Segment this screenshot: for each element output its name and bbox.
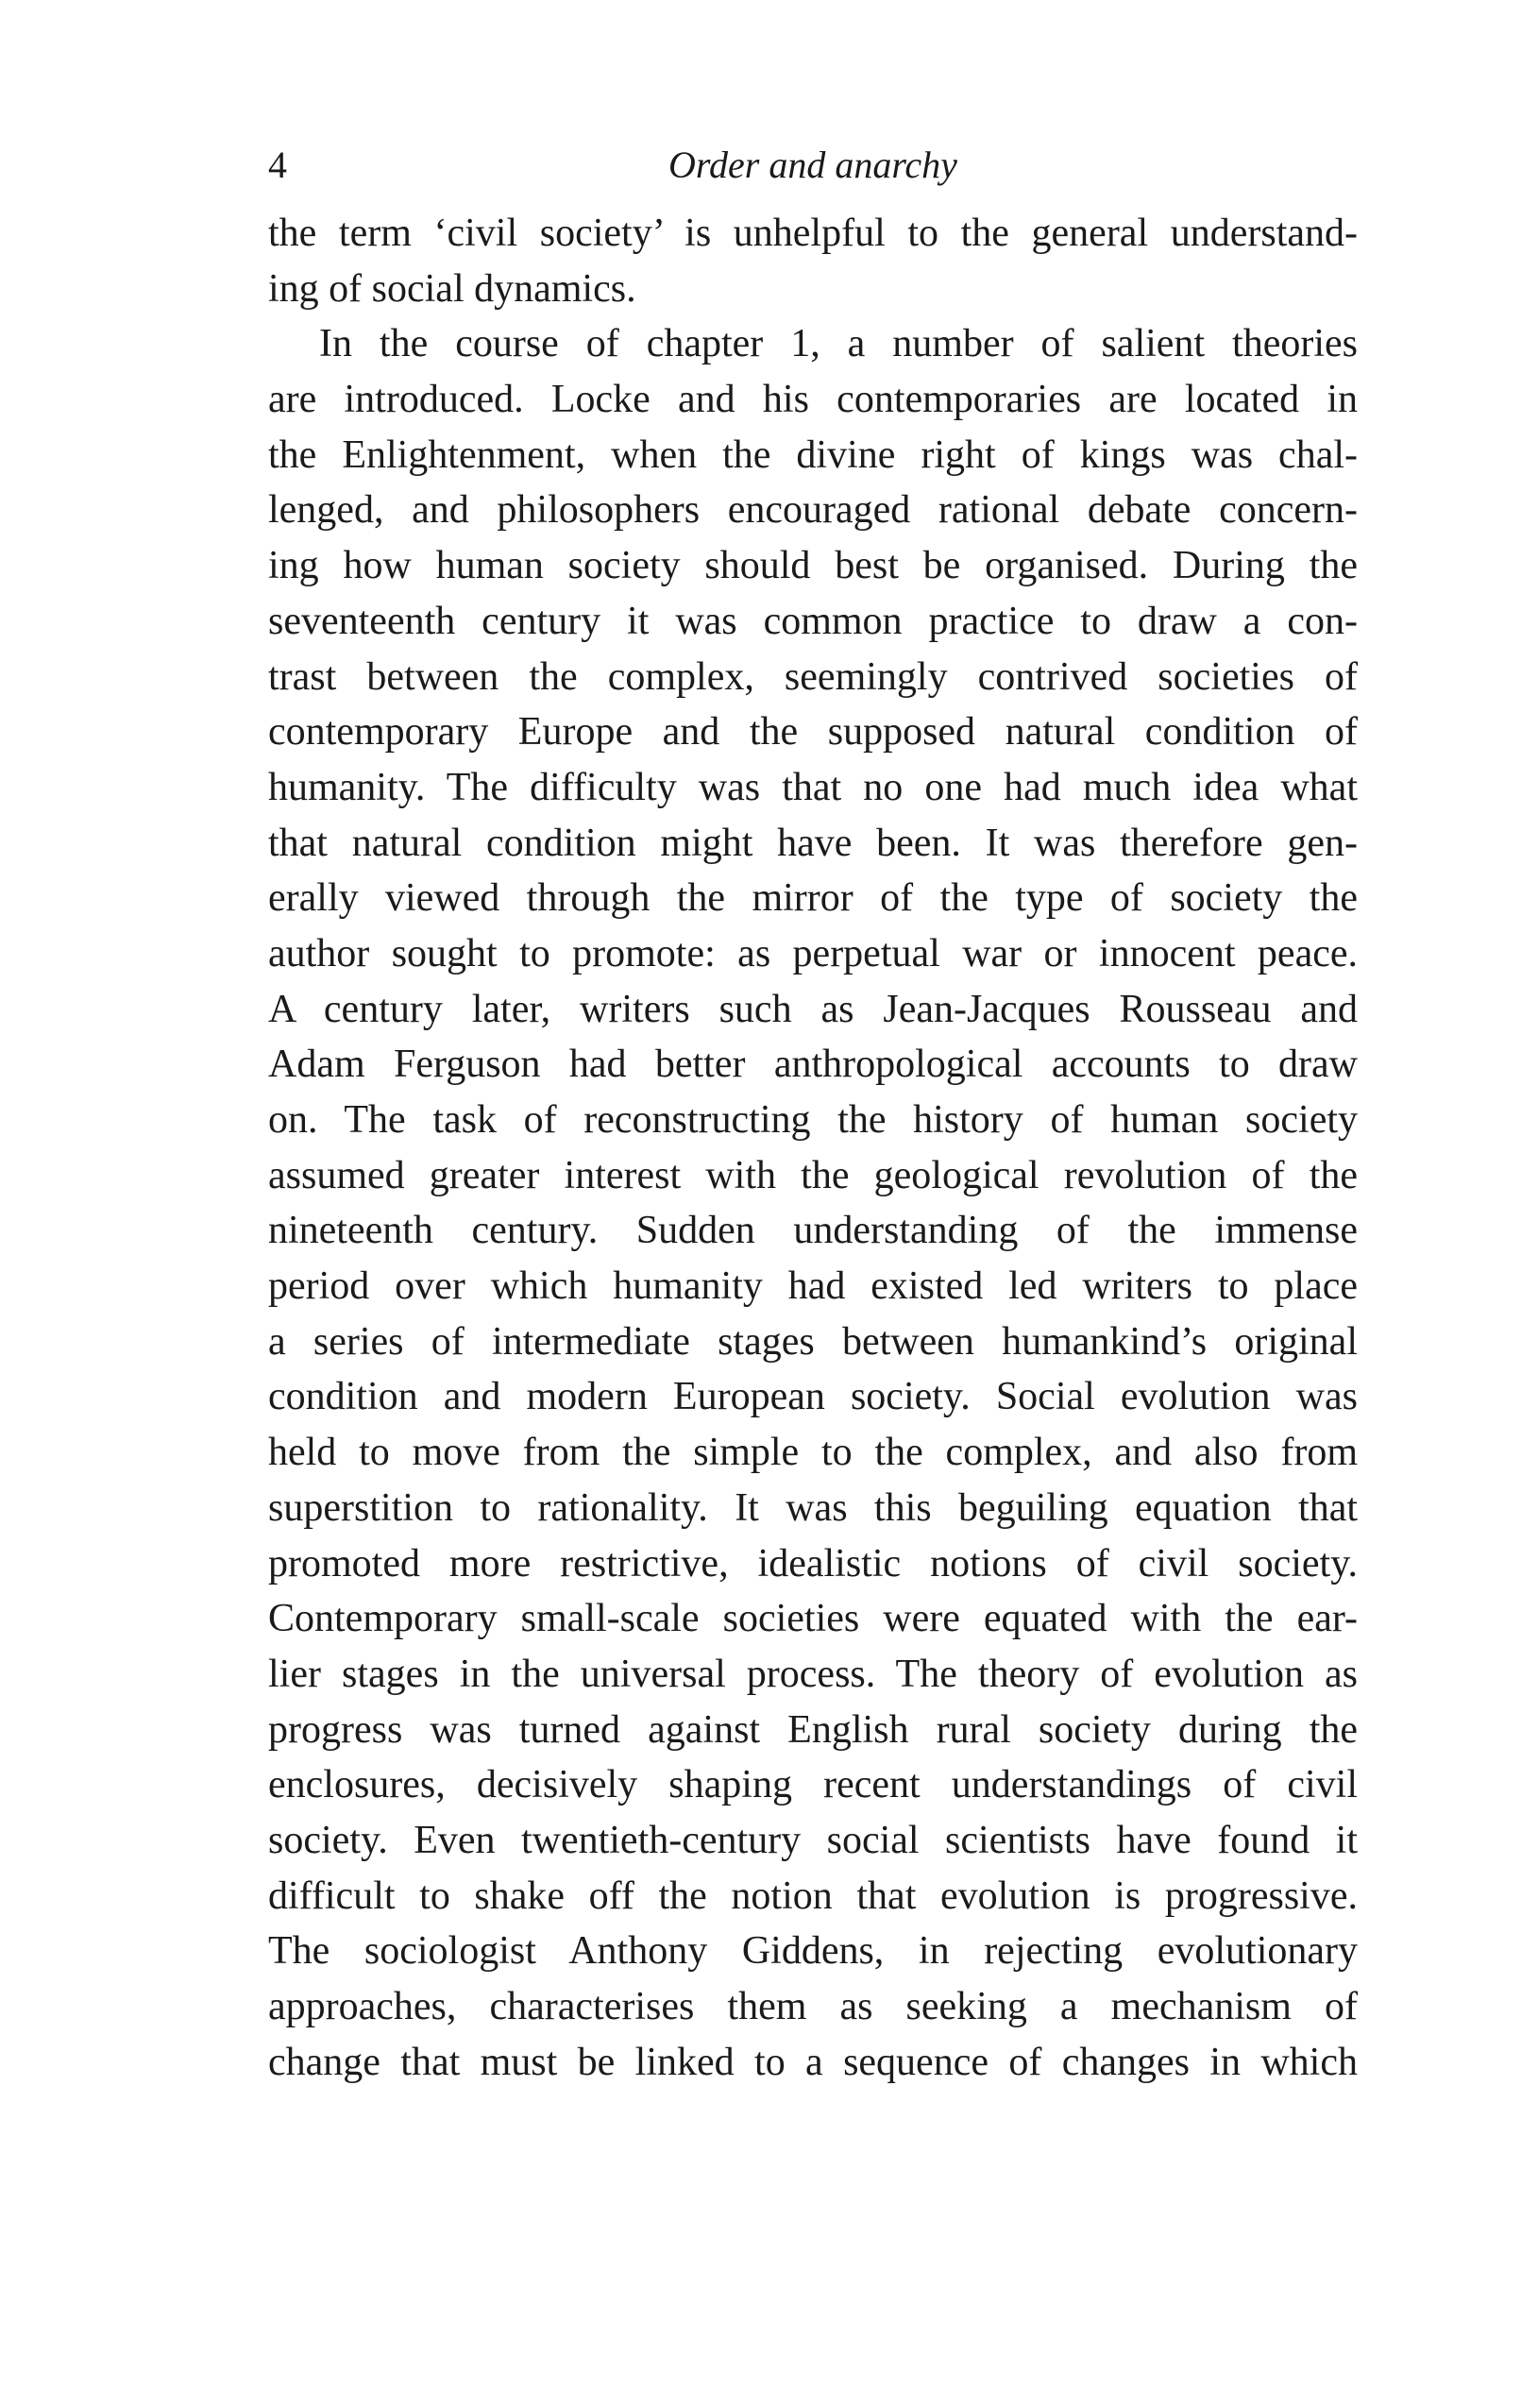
page-number: 4 — [268, 144, 287, 186]
text-line: period over which humanity had existed led writers to place — [268, 1264, 1358, 1309]
text-line: society. Even twentieth-century social scientists have found it — [268, 1818, 1358, 1862]
running-head — [268, 137, 1358, 194]
text-line: approaches, characterises them as seeking a mechanism of — [268, 1985, 1358, 2028]
text-line: the term ‘civil society’ is unhelpful to the general understand- — [268, 212, 1358, 255]
text-line: erally viewed through the mirror of the type of society the — [268, 876, 1358, 921]
text-line: progress was turned against English rural society during the — [268, 1707, 1358, 1752]
text-line: held to move from the simple to the complex, and also from — [268, 1431, 1358, 1475]
body-text — [268, 206, 1358, 2090]
text-line: author sought to promote: as perpetual war or innocent peace. — [268, 931, 1358, 975]
text-line: Contemporary small-scale societies were equated with the ear- — [268, 1597, 1358, 1641]
text-line: contemporary Europe and the supposed natural condition of — [268, 710, 1358, 755]
text-line: that natural condition might have been. It was therefore gen- — [268, 821, 1358, 865]
text-line: lenged, and philosophers encouraged rational debate concern- — [268, 488, 1358, 533]
text-line: enclosures, decisively shaping recent understandings of civil — [268, 1763, 1358, 1807]
running-title: Order and anarchy — [668, 144, 957, 186]
text-line: are introduced. Locke and his contemporaries are located in — [268, 378, 1358, 422]
text-line: In the course of chapter 1, a number of salient theories — [319, 322, 1358, 366]
text-line: The sociologist Anthony Giddens, in rejecting evolutionary — [268, 1929, 1358, 1974]
text-line: promoted more restrictive, idealistic notions of civil society. — [268, 1541, 1358, 1586]
text-line: A century later, writers such as Jean-Jacques Rousseau and — [268, 987, 1358, 1031]
text-line: condition and modern European society. Social evolution was — [268, 1375, 1358, 1419]
text-line: difficult to shake off the notion that evolution is progressive. — [268, 1874, 1358, 1918]
text-line: trast between the complex, seemingly contrived societies of — [268, 654, 1358, 699]
text-line: a series of intermediate stages between humankind’s original — [268, 1319, 1358, 1364]
text-line: humanity. The difficulty was that no one had much idea what — [268, 765, 1358, 809]
text-line: nineteenth century. Sudden understanding of the immense — [268, 1209, 1358, 1253]
text-line: on. The task of reconstructing the history of human society — [268, 1098, 1358, 1142]
text-line: the Enlightenment, when the divine right of kings was chal- — [268, 432, 1358, 477]
text-line: assumed greater interest with the geological revolution of the — [268, 1153, 1358, 1197]
text-line: seventeenth century it was common practice to draw a con- — [268, 599, 1358, 643]
text-line: ing how human society should best be organised. During the — [268, 544, 1358, 588]
text-line: ing of social dynamics. — [268, 266, 636, 311]
text-line: superstition to rationality. It was this beguiling equation that — [268, 1485, 1358, 1530]
text-line: lier stages in the universal process. The theory of evolution as — [268, 1652, 1358, 1696]
text-line: change that must be linked to a sequence of changes in which — [268, 2040, 1358, 2084]
text-line: Adam Ferguson had better anthropological accounts to draw — [268, 1043, 1358, 1087]
